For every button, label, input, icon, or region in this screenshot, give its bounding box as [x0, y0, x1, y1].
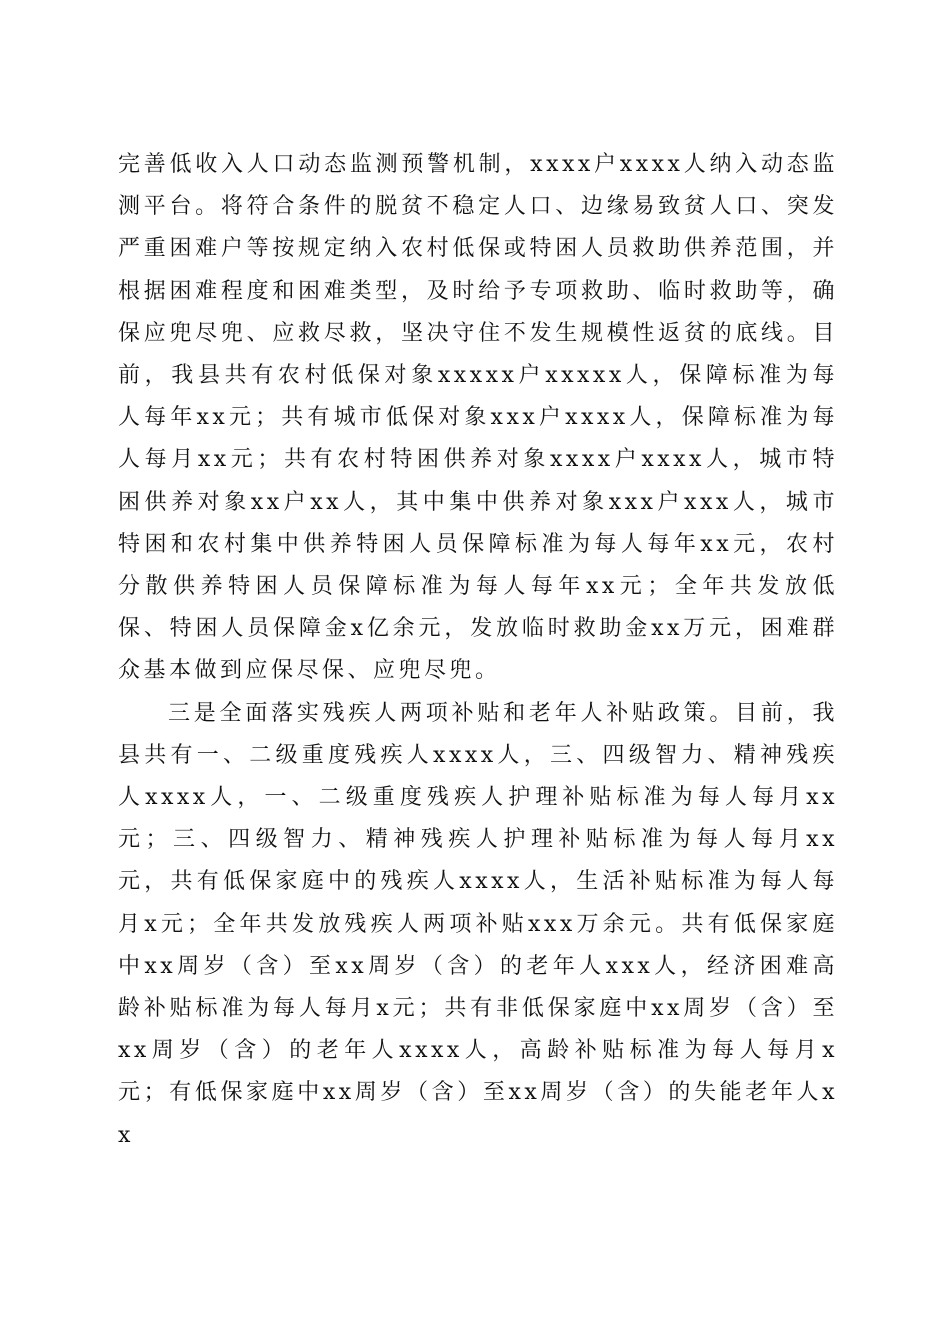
body-paragraph-2: 三是全面落实残疾人两项补贴和老年人补贴政策。目前，我县共有一、二级重度残疾人xxxx人，三、四级智力、精神残疾人xxxx人，一、二级重度残疾人护理补贴标准为每人每月xx元；三、四级智力、精神残疾人护理补贴标准为每人每月xx元，共有低保家庭中的残疾人xxxx人，生活补贴标准为每人每月x元；全年共发放残疾人两项补贴xxx万余元。共有低保家庭中xx周岁（含）至xx周岁（含）的老年人xxx人，经济困难高龄补贴标准为每人每月x元；共有非低保家庭中xx周岁（含）至xx周岁（含）的老年人xxxx人，高龄补贴标准为每人每月x元；有低保家庭中xx周岁（含）至xx周岁（含）的失能老年人xx — [118, 700, 838, 1148]
body-paragraph-1: 完善低收入人口动态监测预警机制，xxxx户xxxx人纳入动态监测平台。将符合条件的脱贫不稳定人口、边缘易致贫人口、突发严重困难户等按规定纳入农村低保或特困人员救助供养范围，并根据困难程度和困难类型，及时给予专项救助、临时救助等，确保应兜尽兜、应救尽救，坚决守住不发生规模性返贫的底线。目前，我县共有农村低保对象xxxxx户xxxxx人，保障标准为每人每年xx元；共有城市低保对象xxx户xxxx人，保障标准为每人每月xx元；共有农村特困供养对象xxxx户xxxx人，城市特困供养对象xx户xx人，其中集中供养对象xxx户xxx人，城市特困和农村集中供养特困人员保障标准为每人每年xx元，农村分散供养特困人员保障标准为每人每年xx元；全年共发放低保、特困人员保障金x亿余元，发放临时救助金xx万元，困难群众基本做到应保尽保、应兜尽兜。 — [118, 152, 838, 684]
